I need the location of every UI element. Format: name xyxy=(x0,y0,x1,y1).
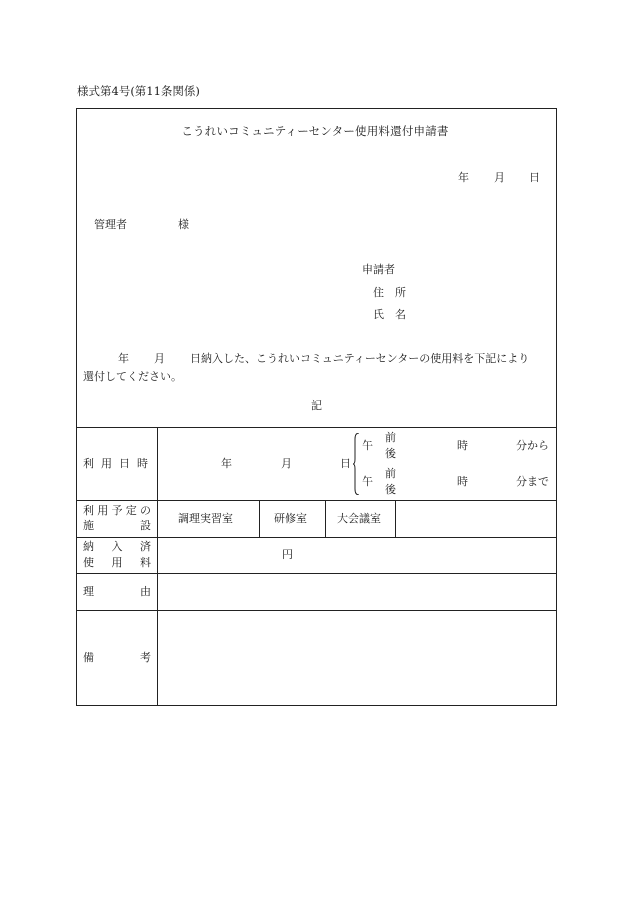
minute-from-label: 分から xyxy=(516,439,549,452)
form-number: 様式第4号(第11条関係) xyxy=(77,84,200,98)
date-year-label: 年 xyxy=(458,171,469,184)
table-line-3 xyxy=(76,537,557,538)
reason-label: 理由 xyxy=(83,585,151,598)
table-line-5 xyxy=(76,610,557,611)
applicant-label: 申請者 xyxy=(362,263,395,276)
body-month: 月 xyxy=(154,352,165,365)
left-brace-icon xyxy=(353,433,359,495)
facility-divider-2 xyxy=(325,500,326,537)
usage-year-label: 年 xyxy=(221,457,232,470)
table-line-2 xyxy=(76,500,557,501)
paid-fee-label-line2: 使用料 xyxy=(83,556,151,569)
ki-label: 記 xyxy=(311,399,322,412)
table-top-line xyxy=(76,427,557,428)
body-year: 年 xyxy=(118,352,129,365)
body-line1: 日納入した、こうれいコミュニティーセンターの使用料を下記により xyxy=(190,352,530,365)
date-month-label: 月 xyxy=(494,171,505,184)
pm-ko-1: 後 xyxy=(385,447,396,460)
remarks-label: 備考 xyxy=(83,651,151,664)
facility-option-training-room[interactable]: 研修室 xyxy=(274,512,307,525)
usage-month-label: 月 xyxy=(281,457,292,470)
paid-fee-input[interactable] xyxy=(160,540,280,570)
pm-ko-2: 後 xyxy=(385,483,396,496)
am-zen-1: 前 xyxy=(385,431,396,444)
applicant-address-label: 住 所 xyxy=(373,286,406,299)
am-zen-2: 前 xyxy=(385,467,396,480)
paid-fee-label-line1: 納入済 xyxy=(83,540,151,553)
minute-until-label: 分まで xyxy=(516,475,549,488)
date-day-label: 日 xyxy=(529,171,540,184)
hour-label-1: 時 xyxy=(457,439,468,452)
remarks-input[interactable] xyxy=(160,613,553,703)
facility-divider-3 xyxy=(395,500,396,537)
am-pm-go-2: 午 xyxy=(362,475,373,488)
hour-label-2: 時 xyxy=(457,475,468,488)
am-pm-go-1: 午 xyxy=(362,439,373,452)
addressee-suffix: 様 xyxy=(178,218,189,231)
facility-option-cooking-room[interactable]: 調理実習室 xyxy=(178,512,233,525)
facility-label-line1: 利用予定の xyxy=(83,504,151,517)
usage-day-label: 日 xyxy=(340,457,351,470)
usage-datetime-label: 利用日時 xyxy=(83,457,155,470)
facility-option-large-meeting-room[interactable]: 大会議室 xyxy=(337,512,381,525)
body-line2: 還付してください。 xyxy=(83,370,182,383)
applicant-name-label: 氏 名 xyxy=(373,308,406,321)
facility-label-line2: 施設 xyxy=(83,519,151,532)
facility-divider-1 xyxy=(259,500,260,537)
table-line-4 xyxy=(76,573,557,574)
addressee-label: 管理者 xyxy=(94,218,127,231)
document-title: こうれいコミュニティーセンター使用料還付申請書 xyxy=(181,124,449,138)
reason-input[interactable] xyxy=(160,576,553,607)
yen-unit: 円 xyxy=(282,548,293,561)
table-label-divider xyxy=(157,427,158,706)
